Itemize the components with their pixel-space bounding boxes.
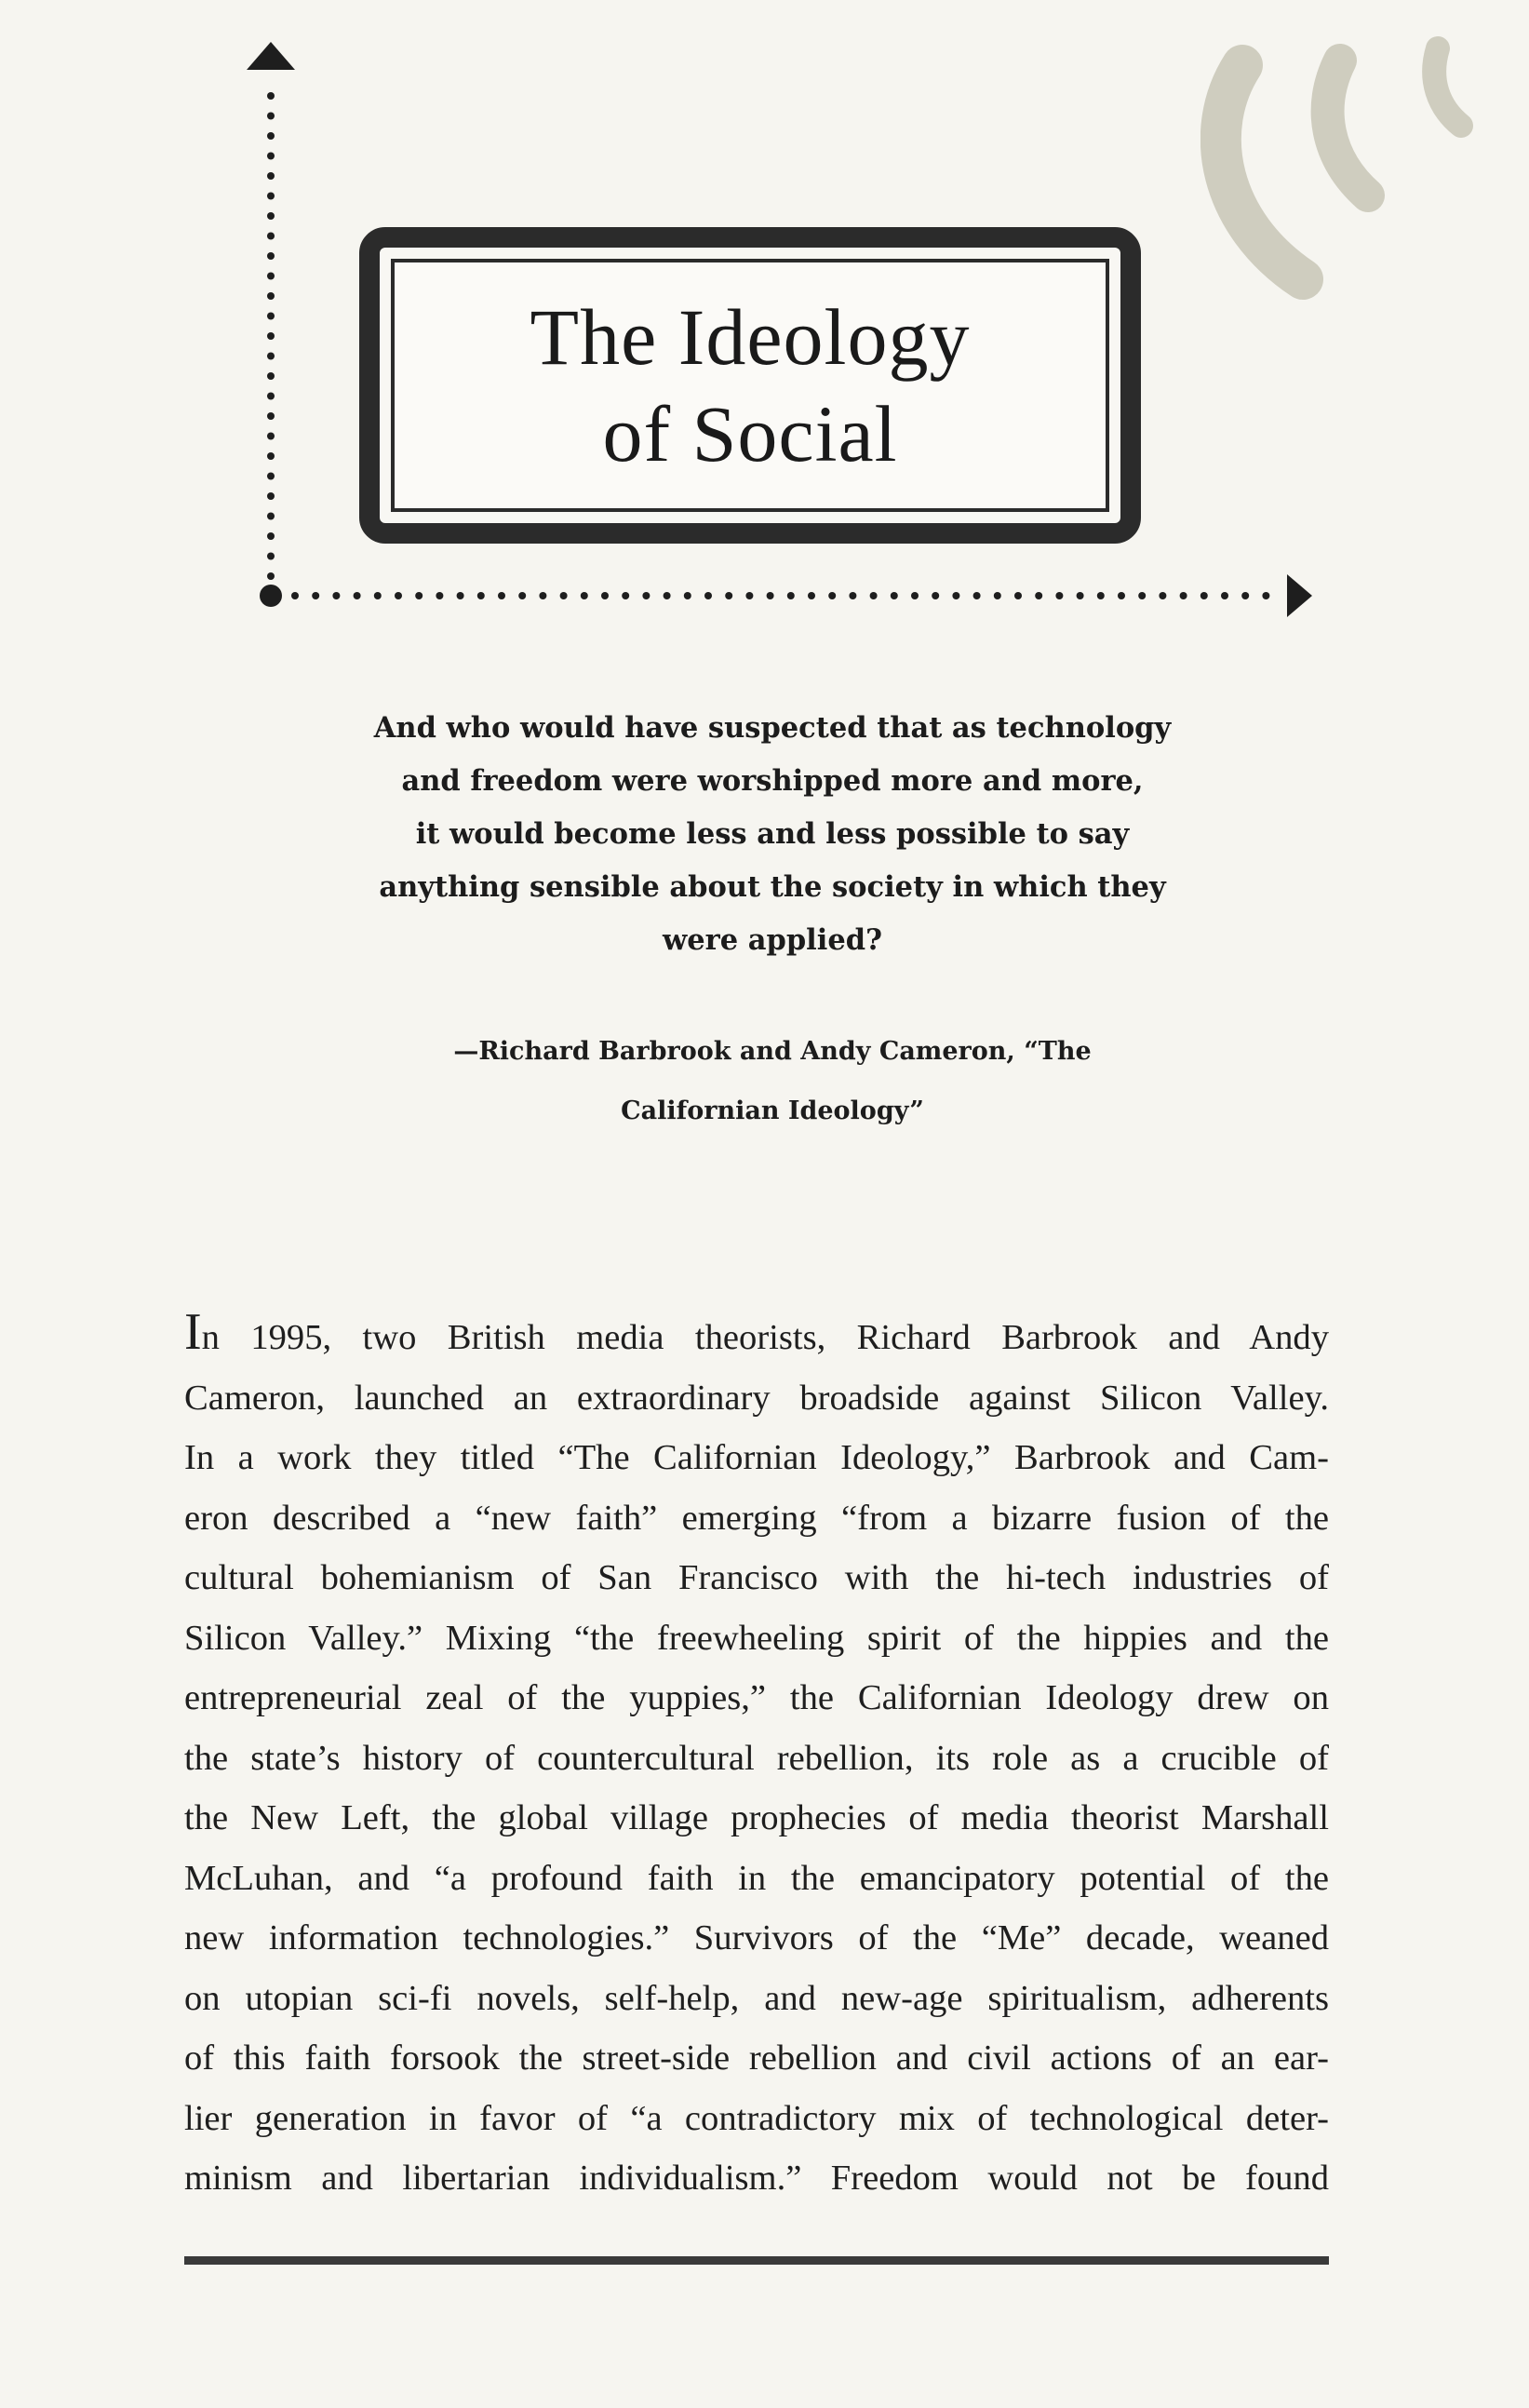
- axis-dot: [267, 452, 275, 460]
- title-box: [391, 259, 1109, 512]
- axis-dot: [870, 592, 878, 599]
- axis-dot: [560, 592, 568, 599]
- epigraph-line: anything sensible about the society in which they: [379, 870, 1166, 904]
- axis-dot: [267, 193, 275, 200]
- axis-dot: [354, 592, 361, 599]
- axis-dot: [539, 592, 546, 599]
- body-line: In a work they titled “The Californian Ideology,” Barbrook and Cam-: [184, 1438, 1329, 1477]
- axis-dot: [267, 273, 275, 280]
- epigraph-line: it would become less and less possible to say: [415, 817, 1130, 851]
- axis-dot: [267, 353, 275, 360]
- axis-dot: [1180, 592, 1187, 599]
- axis-dot: [291, 592, 299, 599]
- axis-dot: [684, 592, 691, 599]
- body-line: new information technologies.” Survivors of the “Me” decade, weaned: [184, 1918, 1329, 1957]
- axis-dot: [267, 132, 275, 140]
- attribution-line: Californian Ideology”: [621, 1096, 924, 1125]
- axis-dot: [267, 113, 275, 120]
- axis-dot: [1014, 592, 1022, 599]
- axis-dot: [267, 92, 275, 100]
- axis-dot: [1138, 592, 1146, 599]
- axis-dot: [745, 592, 753, 599]
- axis-dot: [267, 212, 275, 220]
- body-line: the New Left, the global village prophecies of media theorist Marshall: [184, 1798, 1329, 1837]
- axis-dot: [267, 412, 275, 420]
- axis-dot: [332, 592, 340, 599]
- body-line: McLuhan, and “a profound faith in the emancipatory potential of the: [184, 1858, 1329, 1898]
- title-frame: [359, 227, 1141, 544]
- axis-dot: [415, 592, 422, 599]
- epigraph-line: And who would have suspected that as technology: [373, 711, 1172, 745]
- axis-dot: [911, 592, 919, 599]
- body-line: lier generation in favor of “a contradictory mix of technological deter-: [184, 2098, 1329, 2138]
- axis-dot: [973, 592, 981, 599]
- axis-dot: [1118, 592, 1125, 599]
- body-line: Silicon Valley.” Mixing “the freewheeling spirit of the hippies and the: [184, 1618, 1329, 1658]
- axis-dot: [1097, 592, 1105, 599]
- axis-dot: [267, 292, 275, 300]
- axis-dot: [267, 332, 275, 340]
- axis-dot: [1262, 592, 1269, 599]
- axis-dot: [891, 592, 898, 599]
- body-line: on utopian sci-fi novels, self-help, and new-age spiritualism, adherents: [184, 1978, 1329, 2018]
- drop-cap: I: [184, 1303, 202, 1361]
- axis-dot: [1055, 592, 1063, 599]
- axis-dot: [1035, 592, 1042, 599]
- signal-arcs-icon: [1200, 28, 1508, 326]
- body-line: cultural bohemianism of San Francisco with the hi-tech industries of: [184, 1558, 1329, 1597]
- axis-dot: [267, 513, 275, 520]
- axis-dot: [267, 532, 275, 540]
- axis-dot: [267, 393, 275, 400]
- axis-dot: [436, 592, 443, 599]
- axis-dot: [1159, 592, 1166, 599]
- body-line: the state’s history of countercultural rebellion, its role as a crucible of: [184, 1738, 1329, 1778]
- axis-dot: [808, 592, 815, 599]
- axis-dot: [498, 592, 505, 599]
- axis-dot: [787, 592, 795, 599]
- body-line-first-rest: n 1995, two British media theorists, Richard Barbrook and Andy: [201, 1318, 1329, 1357]
- epigraph-line: and freedom were worshipped more and more,: [401, 764, 1144, 798]
- axis-dot: [267, 433, 275, 440]
- axis-dot: [1200, 592, 1208, 599]
- chapter-title-line-1: The Ideology: [530, 292, 971, 382]
- axis-dot: [1241, 592, 1249, 599]
- axis-dot: [1221, 592, 1228, 599]
- axis-dot: [267, 492, 275, 500]
- axis-dot: [395, 592, 402, 599]
- axis-dot: [952, 592, 959, 599]
- axis-dot: [994, 592, 1001, 599]
- axis-dot: [828, 592, 836, 599]
- axis-dot: [267, 153, 275, 160]
- chapter-title-line-2: of Social: [602, 389, 898, 478]
- axis-dot: [767, 592, 774, 599]
- axis-dot: [725, 592, 732, 599]
- axis-dot: [457, 592, 464, 599]
- axis-dot: [267, 313, 275, 320]
- axis-dot: [477, 592, 485, 599]
- axis-dot: [1077, 592, 1084, 599]
- axis-dot: [664, 592, 671, 599]
- body-paragraph: [184, 1303, 1329, 2209]
- bottom-rule: [184, 2256, 1329, 2265]
- axis-dot: [581, 592, 588, 599]
- body-line-first: [184, 1303, 1329, 1368]
- epigraph-attribution: [307, 1022, 1238, 1141]
- attribution-line: —Richard Barbrook and Andy Cameron, “The: [453, 1037, 1092, 1066]
- axis-dot: [849, 592, 856, 599]
- body-line: of this faith forsook the street-side rebellion and civil actions of an ear-: [184, 2038, 1329, 2078]
- axis-dot: [622, 592, 629, 599]
- epigraph: [288, 702, 1256, 967]
- axis-dot: [642, 592, 650, 599]
- axis-dot: [267, 252, 275, 260]
- axis-dot: [312, 592, 319, 599]
- body-line: Cameron, launched an extraordinary broadside against Silicon Valley.: [184, 1378, 1329, 1418]
- body-line: entrepreneurial zeal of the yuppies,” the Californian Ideology drew on: [184, 1678, 1329, 1717]
- axis-dot: [267, 372, 275, 380]
- epigraph-line: were applied?: [663, 923, 882, 957]
- body-line: eron described a “new faith” emerging “from a bizarre fusion of the: [184, 1498, 1329, 1538]
- axis-dot: [374, 592, 382, 599]
- body-line: minism and libertarian individualism.” Freedom would not be found: [184, 2159, 1329, 2198]
- axis-dot: [601, 592, 609, 599]
- axis-dot: [518, 592, 526, 599]
- axis-dot: [267, 473, 275, 480]
- axis-dot: [267, 233, 275, 240]
- axis-dot: [267, 172, 275, 180]
- axis-dot: [704, 592, 712, 599]
- axis-dot: [267, 553, 275, 560]
- axis-dot: [932, 592, 939, 599]
- axis-dot: [267, 572, 275, 580]
